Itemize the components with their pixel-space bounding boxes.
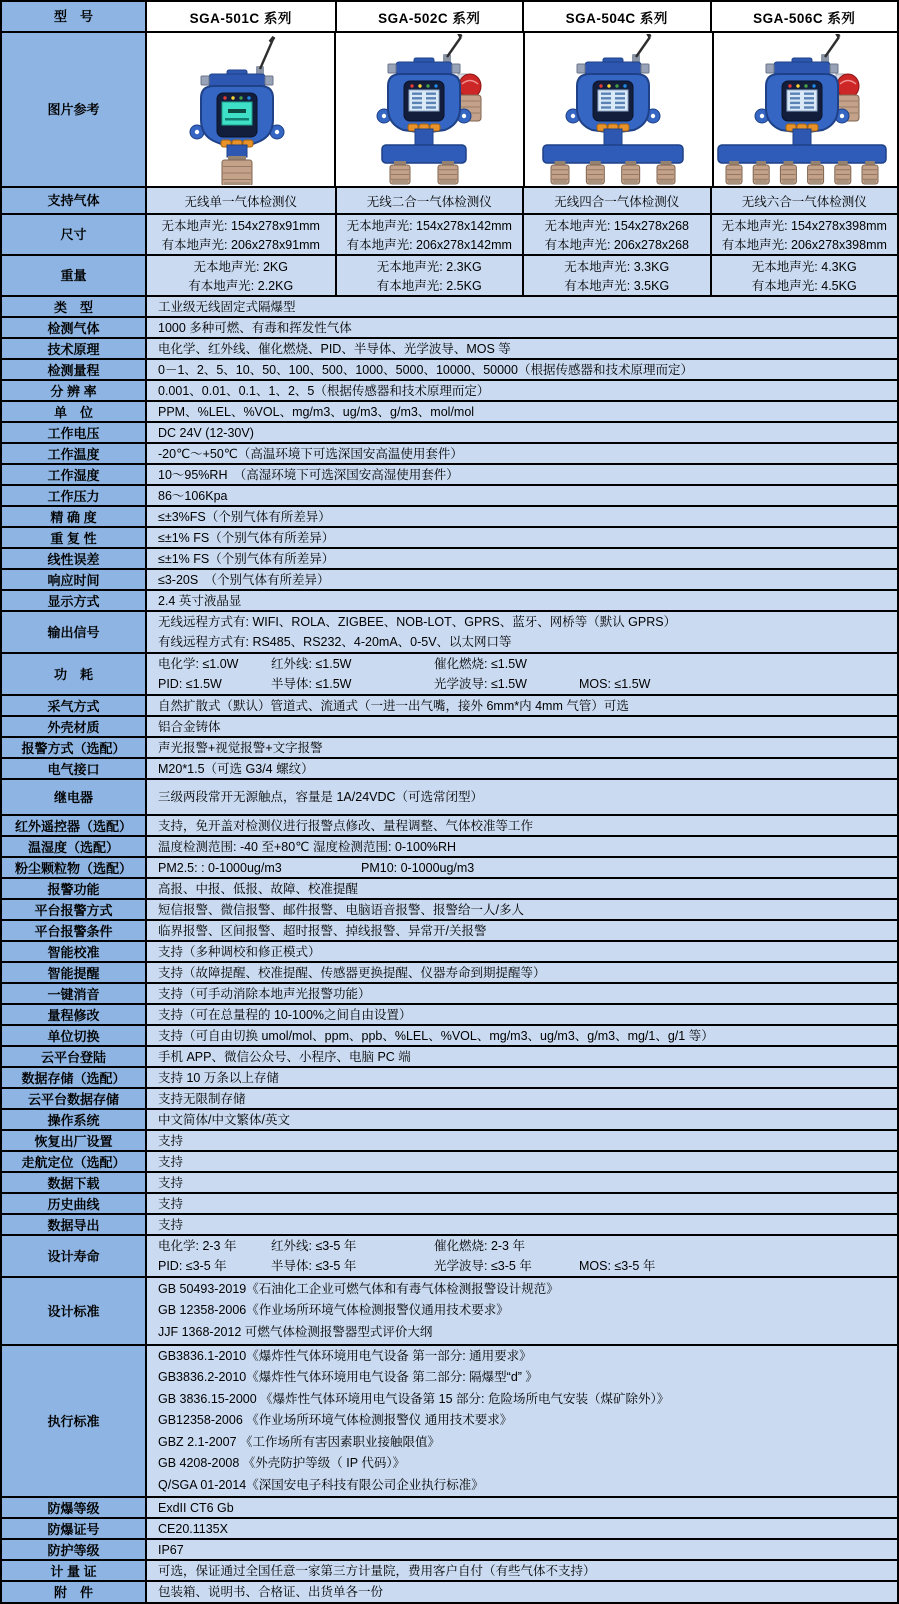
spec-row bbox=[2, 877, 897, 898]
spec-row-label: 类 型 bbox=[2, 297, 147, 317]
spec-row-label: 显示方式 bbox=[2, 591, 147, 611]
spec-row-value bbox=[147, 1215, 897, 1235]
size-line: 无本地声光: 154x278x91mm bbox=[161, 219, 320, 233]
spec-text: 2.4 英寸液晶显 bbox=[158, 594, 242, 608]
detector-image-sga-501c bbox=[147, 33, 334, 186]
spec-row-label: 量程修改 bbox=[2, 1005, 147, 1025]
weight-line: 无本地声光: 2KG bbox=[193, 260, 288, 274]
spec-row-value bbox=[147, 1519, 897, 1539]
spec-text: PM2.5: : 0-1000ug/m3 bbox=[158, 861, 282, 875]
spec-row-value bbox=[147, 465, 897, 485]
spec-row-value bbox=[147, 759, 897, 779]
spec-text: GB 12358-2006《作业场所环境气体检测报警仪通用技术要求》 bbox=[158, 1303, 509, 1318]
spec-row-label: 设计寿命 bbox=[2, 1236, 147, 1276]
weight-line: 有本地声光: 2.2KG bbox=[188, 279, 294, 293]
spec-row-value bbox=[147, 570, 897, 590]
spec-row-label: 云平台登陆 bbox=[2, 1047, 147, 1067]
spec-row-label: 分 辨 率 bbox=[2, 381, 147, 401]
spec-row-label: 检测气体 bbox=[2, 318, 147, 338]
spec-row-label: 智能校准 bbox=[2, 942, 147, 962]
weight-value bbox=[522, 256, 710, 295]
spec-text: ≤±3%FS（个别气体有所差异） bbox=[158, 510, 331, 524]
single-gas-detector-icon bbox=[147, 34, 334, 185]
spec-row bbox=[2, 484, 897, 505]
spec-text: MOS: ≤1.5W bbox=[579, 677, 651, 691]
spec-row bbox=[2, 1087, 897, 1108]
size-line: 有本地声光: 206x278x268 bbox=[544, 238, 689, 252]
spec-text: 支持 bbox=[158, 1197, 184, 1211]
spec-row bbox=[2, 736, 897, 757]
spec-row-value bbox=[147, 360, 897, 380]
spec-row-value bbox=[147, 486, 897, 506]
size-line: 无本地声光: 154x278x268 bbox=[544, 219, 689, 233]
spec-text: -20℃～+50℃（高温环境下可选深国安高温使用套件） bbox=[158, 447, 463, 461]
spec-row bbox=[2, 919, 897, 940]
model-header-sga-504c: SGA-504C 系列 bbox=[522, 2, 710, 31]
spec-row-value bbox=[147, 942, 897, 962]
spec-text: 0.001、0.01、0.1、1、2、5（根据传感器和技术原理而定） bbox=[158, 384, 490, 398]
spec-text: ≤±1% FS（个别气体有所差异） bbox=[158, 552, 335, 566]
spec-text: 10～95%RH （高湿环境下可选深国安高湿使用套件） bbox=[158, 468, 459, 482]
spec-row-value bbox=[147, 1561, 897, 1581]
supported-gas-value: 无线六合一气体检测仪 bbox=[710, 188, 898, 213]
size-line: 无本地声光: 154x278x398mm bbox=[721, 219, 887, 233]
spec-text: 催化燃烧: ≤1.5W bbox=[434, 657, 527, 671]
spec-row-label: 重 复 性 bbox=[2, 528, 147, 548]
spec-row-value bbox=[147, 858, 897, 878]
spec-text: 支持（可手动消除本地声光报警功能） bbox=[158, 987, 371, 1001]
spec-text: GB 50493-2019《石油化工企业可燃气体和有毒气体检测报警设计规范》 bbox=[158, 1281, 559, 1296]
spec-row-label: 工作温度 bbox=[2, 444, 147, 464]
spec-text: 声光报警+视觉报警+文字报警 bbox=[158, 741, 323, 755]
spec-row-label: 防爆证号 bbox=[2, 1519, 147, 1539]
supported-gas-value: 无线单一气体检测仪 bbox=[147, 188, 335, 213]
spec-row bbox=[2, 1129, 897, 1150]
spec-text: 支持（多种调校和修正模式） bbox=[158, 945, 321, 959]
size-value bbox=[335, 215, 523, 254]
spec-text: 1000 多种可燃、有毒和挥发性气体 bbox=[158, 321, 352, 335]
spec-text: 半导体: ≤1.5W bbox=[271, 677, 352, 691]
spec-text: 红外线: ≤1.5W bbox=[271, 657, 352, 671]
spec-row-label: 平台报警方式 bbox=[2, 900, 147, 920]
spec-row-label: 工作电压 bbox=[2, 423, 147, 443]
spec-row-label: 工作湿度 bbox=[2, 465, 147, 485]
supported-gas-value: 无线四合一气体检测仪 bbox=[522, 188, 710, 213]
spec-text: PM10: 0-1000ug/m3 bbox=[361, 861, 475, 875]
weight-line: 无本地声光: 4.3KG bbox=[751, 260, 857, 274]
spec-row bbox=[2, 778, 897, 814]
spec-text: 电化学: 2-3 年 bbox=[158, 1239, 237, 1253]
spec-row bbox=[2, 442, 897, 463]
spec-row-value bbox=[147, 984, 897, 1004]
size-value bbox=[710, 215, 898, 254]
spec-row bbox=[2, 295, 897, 316]
spec-row bbox=[2, 505, 897, 526]
spec-row-label: 输出信号 bbox=[2, 612, 147, 652]
spec-row bbox=[2, 568, 897, 589]
spec-row bbox=[2, 1171, 897, 1192]
spec-row bbox=[2, 1559, 897, 1580]
spec-text: GB3836.2-2010《爆炸性气体环境用电气设备 第二部分: 隔爆型“d” 》 bbox=[158, 1370, 538, 1385]
spec-row-label: 单 位 bbox=[2, 402, 147, 422]
size-line: 有本地声光: 206x278x142mm bbox=[346, 238, 512, 252]
spec-text: ≤±1% FS（个别气体有所差异） bbox=[158, 531, 335, 545]
spec-row-value bbox=[147, 1131, 897, 1151]
spec-text: JJF 1368-2012 可燃气体检测报警器型式评价大纲 bbox=[158, 1324, 433, 1339]
table-header-row bbox=[2, 2, 897, 31]
spec-row-value bbox=[147, 837, 897, 857]
spec-text: 支持（可在总量程的 10-100%之间自由设置） bbox=[158, 1008, 412, 1022]
spec-row-value bbox=[147, 738, 897, 758]
spec-row bbox=[2, 961, 897, 982]
2in1-gas-detector-icon bbox=[336, 34, 523, 185]
spec-row bbox=[2, 1045, 897, 1066]
spec-row-label: 走航定位（选配） bbox=[2, 1152, 147, 1172]
spec-text: 温度检测范围: -40 至+80℃ bbox=[158, 840, 310, 854]
spec-text: 支持无限制存储 bbox=[158, 1092, 246, 1106]
spec-row-value bbox=[147, 900, 897, 920]
spec-text: M20*1.5（可选 G3/4 螺纹） bbox=[158, 762, 314, 776]
spec-text: 无线远程方式有: WIFI、ROLA、ZIGBEE、NOB-LOT、GPRS、蓝牙、网桥等（默认 GPRS） bbox=[158, 615, 677, 629]
spec-row-label: 工作压力 bbox=[2, 486, 147, 506]
image-reference-row bbox=[2, 31, 897, 186]
spec-row bbox=[2, 547, 897, 568]
spec-row bbox=[2, 316, 897, 337]
spec-text: ≤3-20S （个别气体有所差异） bbox=[158, 573, 330, 587]
spec-row-value bbox=[147, 963, 897, 983]
spec-row-value bbox=[147, 1047, 897, 1067]
detector-image-sga-502c bbox=[334, 33, 523, 186]
spec-text: DC 24V (12-30V) bbox=[158, 426, 254, 440]
spec-row-label: 历史曲线 bbox=[2, 1194, 147, 1214]
weight-line: 有本地声光: 2.5KG bbox=[376, 279, 482, 293]
spec-row bbox=[2, 589, 897, 610]
spec-text: 支持（故障提醒、校准提醒、传感器更换提醒、仪器寿命到期提醒等） bbox=[158, 966, 546, 980]
spec-row-label: 单位切换 bbox=[2, 1026, 147, 1046]
spec-row bbox=[2, 898, 897, 919]
spec-row-label: 采气方式 bbox=[2, 696, 147, 716]
spec-text: 支持 bbox=[158, 1218, 184, 1232]
spec-row-value bbox=[147, 507, 897, 527]
supported-gas-row bbox=[2, 186, 897, 213]
spec-row-value bbox=[147, 780, 897, 814]
spec-text: GB 3836.15-2000 《爆炸性气体环境用电气设备第 15 部分: 危险场所电气安装（煤矿除外）》 bbox=[158, 1391, 670, 1406]
weight-value bbox=[710, 256, 898, 295]
spec-row bbox=[2, 694, 897, 715]
spec-row bbox=[2, 652, 897, 694]
spec-row bbox=[2, 1538, 897, 1559]
spec-row-value bbox=[147, 1026, 897, 1046]
spec-text: 支持 10 万条以上存储 bbox=[158, 1071, 279, 1085]
spec-text: IP67 bbox=[158, 1543, 184, 1557]
spec-row-label: 设计标准 bbox=[2, 1278, 147, 1344]
spec-row-label: 操作系统 bbox=[2, 1110, 147, 1130]
spec-text: 支持 bbox=[158, 1176, 184, 1190]
size-line: 无本地声光: 154x278x142mm bbox=[346, 219, 512, 233]
spec-text: 半导体: ≤3-5 年 bbox=[271, 1259, 357, 1273]
spec-row-value bbox=[147, 1089, 897, 1109]
spec-text: 催化燃烧: 2-3 年 bbox=[434, 1239, 525, 1253]
spec-row-label: 线性误差 bbox=[2, 549, 147, 569]
spec-text: 短信报警、微信报警、邮件报警、电脑语音报警、报警给一人/多人 bbox=[158, 903, 524, 917]
model-header-sga-506c: SGA-506C 系列 bbox=[710, 2, 898, 31]
weight-line: 无本地声光: 3.3KG bbox=[564, 260, 670, 274]
spec-row-label: 云平台数据存储 bbox=[2, 1089, 147, 1109]
spec-row-value bbox=[147, 1068, 897, 1088]
spec-row-value bbox=[147, 1278, 897, 1344]
spec-text: 中文简体/中文繁体/英文 bbox=[158, 1113, 290, 1127]
spec-text: 工业级无线固定式隔爆型 bbox=[158, 300, 296, 314]
spec-row-value bbox=[147, 696, 897, 716]
weight-value bbox=[147, 256, 335, 295]
spec-row-value bbox=[147, 717, 897, 737]
spec-row bbox=[2, 835, 897, 856]
spec-row-label: 温湿度（选配） bbox=[2, 837, 147, 857]
spec-row-value bbox=[147, 318, 897, 338]
spec-row-value bbox=[147, 1498, 897, 1518]
spec-row-value bbox=[147, 297, 897, 317]
spec-row bbox=[2, 1066, 897, 1087]
spec-row bbox=[2, 1192, 897, 1213]
image-row-label: 图片参考 bbox=[2, 33, 147, 186]
spec-text: GBZ 2.1-2007 《工作场所有害因素职业接触限值》 bbox=[158, 1434, 440, 1449]
spec-row-label: 计 量 证 bbox=[2, 1561, 147, 1581]
spec-text: 86～106Kpa bbox=[158, 489, 228, 503]
spec-row-label: 报警功能 bbox=[2, 879, 147, 899]
spec-text: PID: ≤3-5 年 bbox=[158, 1259, 227, 1273]
spec-row-value bbox=[147, 402, 897, 422]
spec-row bbox=[2, 526, 897, 547]
spec-text: 光学波导: ≤1.5W bbox=[434, 677, 527, 691]
spec-row-label: 防护等级 bbox=[2, 1540, 147, 1560]
spec-row bbox=[2, 757, 897, 778]
spec-row bbox=[2, 1234, 897, 1276]
spec-row-label: 继电器 bbox=[2, 780, 147, 814]
spec-row bbox=[2, 1276, 897, 1344]
model-header-sga-501c: SGA-501C 系列 bbox=[147, 2, 335, 31]
spec-row bbox=[2, 814, 897, 835]
spec-row-value bbox=[147, 444, 897, 464]
size-label: 尺寸 bbox=[2, 215, 147, 254]
spec-row-label: 功 耗 bbox=[2, 654, 147, 694]
spec-row bbox=[2, 1580, 897, 1601]
spec-text: 可选，保证通过全国任意一家第三方计量院，费用客户自付（有些气体不支持） bbox=[158, 1564, 596, 1578]
spec-text: 光学波导: ≤3-5 年 bbox=[434, 1259, 532, 1273]
spec-text: GB3836.1-2010《爆炸性气体环境用电气设备 第一部分: 通用要求》 bbox=[158, 1349, 532, 1364]
spec-row bbox=[2, 1150, 897, 1171]
spec-row-label: 恢复出厂设置 bbox=[2, 1131, 147, 1151]
spec-row-value bbox=[147, 1346, 897, 1496]
size-line: 有本地声光: 206x278x91mm bbox=[161, 238, 320, 252]
spec-row-value bbox=[147, 921, 897, 941]
spec-text: 电化学、红外线、催化燃烧、PID、半导体、光学波导、MOS 等 bbox=[158, 342, 511, 356]
spec-row-value bbox=[147, 381, 897, 401]
spec-row-value bbox=[147, 339, 897, 359]
spec-text: MOS: ≤3-5 年 bbox=[579, 1259, 656, 1273]
spec-row bbox=[2, 1108, 897, 1129]
spec-row-label: 附 件 bbox=[2, 1582, 147, 1602]
spec-row-value bbox=[147, 612, 897, 652]
spec-text: 支持 bbox=[158, 1155, 184, 1169]
supported-gas-label: 支持气体 bbox=[2, 188, 147, 213]
detector-image-sga-504c bbox=[523, 33, 712, 186]
spec-row-label: 精 确 度 bbox=[2, 507, 147, 527]
spec-row-label: 数据导出 bbox=[2, 1215, 147, 1235]
spec-row bbox=[2, 856, 897, 877]
spec-row bbox=[2, 1024, 897, 1045]
spec-row-value bbox=[147, 1236, 897, 1276]
spec-text: 红外线: ≤3-5 年 bbox=[271, 1239, 357, 1253]
6in1-gas-detector-icon bbox=[714, 34, 899, 185]
spec-row-value bbox=[147, 549, 897, 569]
spec-text: 支持 bbox=[158, 1134, 184, 1148]
spec-row-label: 技术原理 bbox=[2, 339, 147, 359]
spec-row-value bbox=[147, 528, 897, 548]
spec-row-label: 外壳材质 bbox=[2, 717, 147, 737]
weight-line: 无本地声光: 2.3KG bbox=[376, 260, 482, 274]
spec-row-value bbox=[147, 1152, 897, 1172]
spec-text: 有线远程方式有: RS485、RS232、4-20mA、0-5V、以太网口等 bbox=[158, 635, 512, 649]
spec-text: PPM、%LEL、%VOL、mg/m3、ug/m3、g/m3、mol/mol bbox=[158, 405, 475, 419]
spec-text: 铝合金铸体 bbox=[158, 720, 221, 734]
spec-row-value bbox=[147, 1110, 897, 1130]
spec-text: 包装箱、说明书、合格证、出货单各一份 bbox=[158, 1585, 384, 1599]
size-value bbox=[147, 215, 335, 254]
spec-row bbox=[2, 1344, 897, 1496]
spec-row bbox=[2, 463, 897, 484]
spec-text: 电化学: ≤1.0W bbox=[158, 657, 239, 671]
spec-row-label: 检测量程 bbox=[2, 360, 147, 380]
spec-text: 三级两段常开无源触点，容量是 1A/24VDC（可选常闭型） bbox=[158, 790, 484, 804]
spec-text: 湿度检测范围: 0-100%RH bbox=[313, 840, 457, 854]
spec-row-label: 报警方式（选配） bbox=[2, 738, 147, 758]
spec-text: 临界报警、区间报警、超时报警、掉线报警、异常开/关报警 bbox=[158, 924, 487, 938]
spec-row bbox=[2, 379, 897, 400]
spec-text: GB12358-2006 《作业场所环境气体检测报警仪 通用技术要求》 bbox=[158, 1413, 513, 1428]
spec-text: 支持（可自由切换 umol/mol、ppm、ppb、%LEL、%VOL、mg/m3、ug/m3、g/m3、mg/1、g/1 等） bbox=[158, 1029, 714, 1043]
model-header-sga-502c: SGA-502C 系列 bbox=[335, 2, 523, 31]
spec-text: 高报、中报、低报、故障、校准提醒 bbox=[158, 882, 359, 896]
spec-row bbox=[2, 1003, 897, 1024]
spec-row bbox=[2, 400, 897, 421]
spec-row-label: 数据下载 bbox=[2, 1173, 147, 1193]
spec-text: 支持，免开盖对检测仪进行报警点修改、量程调整、气体校准等工作 bbox=[158, 819, 534, 833]
spec-row-label: 粉尘颗粒物（选配） bbox=[2, 858, 147, 878]
spec-text: GB 4208-2008 《外壳防护等级（ IP 代码）》 bbox=[158, 1456, 406, 1471]
size-value bbox=[522, 215, 710, 254]
spec-row-value bbox=[147, 1005, 897, 1025]
spec-row-label: 智能提醒 bbox=[2, 963, 147, 983]
spec-row-label: 平台报警条件 bbox=[2, 921, 147, 941]
spec-row-value bbox=[147, 654, 897, 694]
spec-row bbox=[2, 358, 897, 379]
spec-text: PID: ≤1.5W bbox=[158, 677, 222, 691]
spec-row bbox=[2, 610, 897, 652]
weight-line: 有本地声光: 3.5KG bbox=[564, 279, 670, 293]
spec-row bbox=[2, 982, 897, 1003]
spec-row bbox=[2, 337, 897, 358]
spec-row bbox=[2, 1517, 897, 1538]
spec-text: ExdII CT6 Gb bbox=[158, 1501, 234, 1515]
spec-row bbox=[2, 1496, 897, 1517]
weight-row bbox=[2, 254, 897, 295]
spec-row bbox=[2, 940, 897, 961]
spec-row bbox=[2, 1213, 897, 1234]
spec-text: 0－1、2、5、10、50、100、500、1000、5000、10000、50000（根据传感器和技术原理而定） bbox=[158, 363, 693, 377]
spec-text: 自然扩散式（默认）管道式、流通式（一进一出气嘴，接外 6mm*内 4mm 气管）可选 bbox=[158, 699, 629, 713]
spec-row-label: 响应时间 bbox=[2, 570, 147, 590]
spec-row-value bbox=[147, 591, 897, 611]
spec-row-label: 防爆等级 bbox=[2, 1498, 147, 1518]
spec-row-value bbox=[147, 816, 897, 836]
spec-row-value bbox=[147, 879, 897, 899]
spec-row-label: 数据存储（选配） bbox=[2, 1068, 147, 1088]
weight-line: 有本地声光: 4.5KG bbox=[751, 279, 857, 293]
spec-text: 手机 APP、微信公众号、小程序、电脑 PC 端 bbox=[158, 1050, 411, 1064]
spec-row-value bbox=[147, 1540, 897, 1560]
spec-row-value bbox=[147, 1173, 897, 1193]
spec-row-value bbox=[147, 1194, 897, 1214]
detector-image-sga-506c bbox=[712, 33, 899, 186]
spec-row-label: 红外遥控器（选配） bbox=[2, 816, 147, 836]
spec-text: CE20.1135X bbox=[158, 1522, 228, 1536]
spec-row-label: 一键消音 bbox=[2, 984, 147, 1004]
model-row-label: 型 号 bbox=[2, 2, 147, 31]
spec-row bbox=[2, 421, 897, 442]
spec-row-label: 电气接口 bbox=[2, 759, 147, 779]
spec-row-value bbox=[147, 423, 897, 443]
size-row bbox=[2, 213, 897, 254]
supported-gas-value: 无线二合一气体检测仪 bbox=[335, 188, 523, 213]
weight-value bbox=[335, 256, 523, 295]
spec-text: Q/SGA 01-2014《深国安电子科技有限公司企业执行标准》 bbox=[158, 1477, 484, 1492]
weight-label: 重量 bbox=[2, 256, 147, 295]
size-line: 有本地声光: 206x278x398mm bbox=[721, 238, 887, 252]
spec-row-value bbox=[147, 1582, 897, 1602]
4in1-gas-detector-icon bbox=[525, 34, 712, 185]
spec-row bbox=[2, 715, 897, 736]
spec-row-label: 执行标准 bbox=[2, 1346, 147, 1496]
